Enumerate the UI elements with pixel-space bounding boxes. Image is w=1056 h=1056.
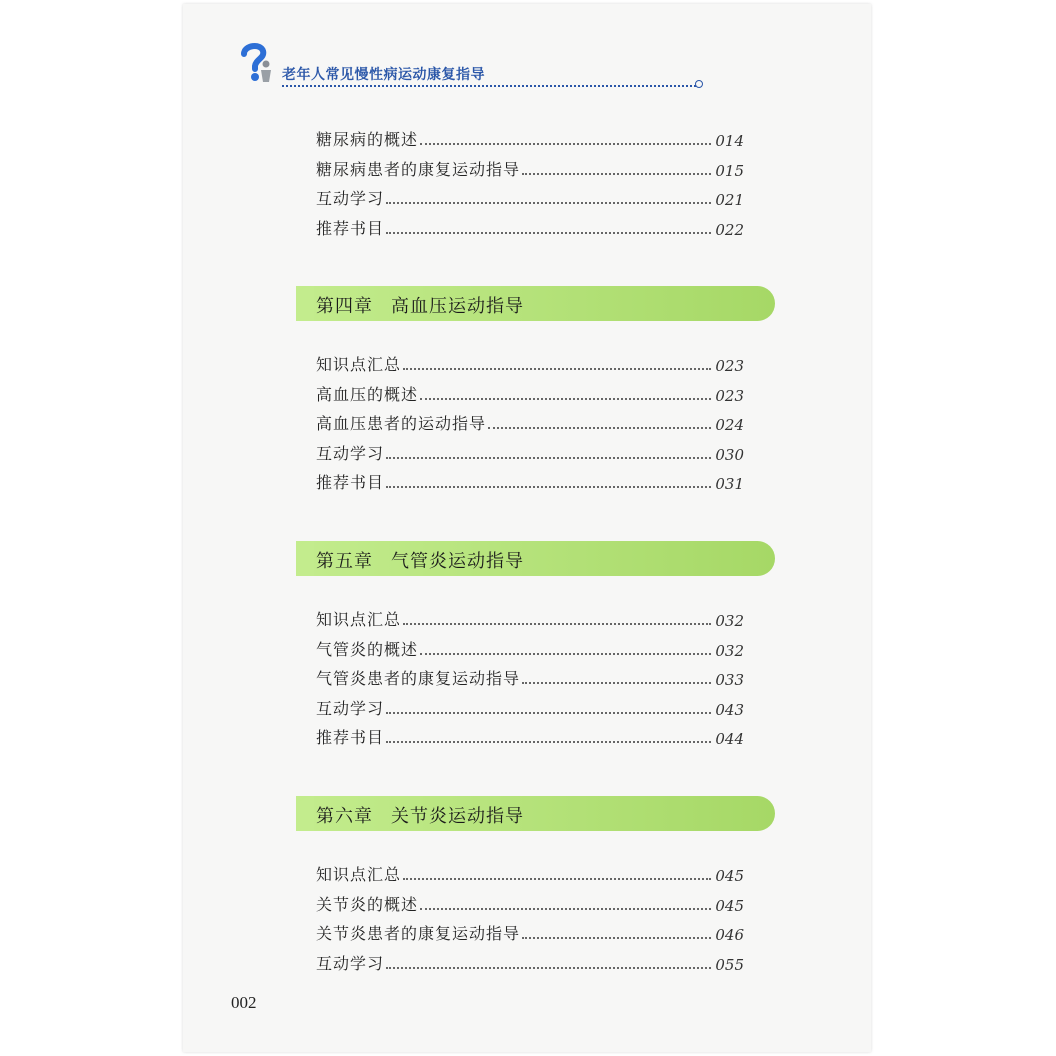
toc-entry-page: 022 [715,220,744,239]
leader-dots [386,232,711,234]
toc-entry-page: 030 [715,445,744,464]
toc-entry[interactable] [316,856,744,885]
toc-entry-label: 推荐书目 [316,472,385,492]
header-rule-end-dot [695,80,703,88]
toc-entry-label: 糖尿病患者的康复运动指导 [316,159,521,179]
leader-dots [403,368,711,370]
leader-dots [488,427,711,429]
toc-entry-page: 023 [715,386,744,405]
leader-dots [420,908,711,910]
chapter-number: 第六章 [316,806,373,827]
toc-entry[interactable] [316,434,744,463]
leader-dots [420,143,711,145]
toc-section-chapter-5 [316,601,744,748]
toc-entry-page: 044 [715,729,744,748]
toc-entry[interactable] [316,689,744,718]
toc-entry-label: 关节炎患者的康复运动指导 [316,924,521,944]
toc-entry-label: 互动学习 [316,443,385,463]
toc-entry-page: 045 [715,896,744,915]
toc-entry-label: 气管炎的概述 [316,639,419,659]
toc-entry[interactable] [316,375,744,404]
toc-section-chapter-4 [316,346,744,493]
toc-entry[interactable] [316,180,744,209]
toc-entry-page: 032 [715,641,744,660]
leader-dots [420,653,711,655]
book-page [183,4,871,1052]
toc-entry-page: 033 [715,671,744,690]
leader-dots [522,682,711,684]
leader-dots [386,741,711,743]
toc-entry-label: 糖尿病的概述 [316,130,419,150]
page-number: 002 [231,993,257,1012]
leader-dots [403,878,711,880]
toc-entry-label: 关节炎的概述 [316,894,419,914]
toc-entry[interactable] [316,601,744,630]
chapter-heading-bar[interactable] [296,286,775,321]
toc-entry-page: 014 [715,132,744,151]
header-dotted-rule [282,85,696,87]
leader-dots [386,202,711,204]
leader-dots [522,937,711,939]
leader-dots [522,173,711,175]
toc-entry[interactable] [316,915,744,944]
toc-entry-label: 气管炎患者的康复运动指导 [316,669,521,689]
toc-entry[interactable] [316,719,744,748]
running-header [239,42,709,92]
leader-dots [386,457,711,459]
toc-entry[interactable] [316,944,744,973]
toc-entry-label: 高血压患者的运动指导 [316,414,487,434]
chapter-heading [316,802,524,828]
leader-dots [386,486,711,488]
toc-entry[interactable] [316,209,744,238]
toc-entry[interactable] [316,346,744,375]
chapter-title: 高血压运动指导 [391,296,524,317]
toc-entry-page: 024 [715,416,744,435]
toc-entry[interactable] [316,885,744,914]
toc-entry[interactable] [316,630,744,659]
toc-entry-page: 032 [715,612,744,631]
toc-entry-page: 031 [715,474,744,493]
toc-entry[interactable] [316,660,744,689]
toc-entry-label: 推荐书目 [316,218,385,238]
chapter-title: 气管炎运动指导 [391,551,524,572]
toc-section-chapter-6 [316,856,744,974]
chapter-heading [316,292,524,318]
chapter-number: 第四章 [316,296,373,317]
leader-dots [420,398,711,400]
leader-dots [386,967,711,969]
chapter-title: 关节炎运动指导 [391,806,524,827]
toc-entry-label: 互动学习 [316,189,385,209]
chapter-heading-bar[interactable] [296,796,775,831]
toc-entry-page: 023 [715,357,744,376]
toc-entry[interactable] [316,464,744,493]
book-title: 老年人常见慢性病运动康复指导 [282,67,485,83]
toc-entry-label: 知识点汇总 [316,355,402,375]
toc-entry-label: 知识点汇总 [316,865,402,885]
toc-entry-label: 知识点汇总 [316,610,402,630]
question-mark-figure-icon [239,42,275,84]
toc-entry-page: 043 [715,700,744,719]
toc-entry-page: 021 [715,191,744,210]
toc-entry[interactable] [316,405,744,434]
toc-entry-page: 045 [715,867,744,886]
chapter-heading [316,547,524,573]
toc-entry[interactable] [316,121,744,150]
toc-entry-page: 046 [715,926,744,945]
toc-entry-page: 015 [715,161,744,180]
toc-entry-label: 高血压的概述 [316,384,419,404]
toc-entry[interactable] [316,150,744,179]
toc-entry-label: 推荐书目 [316,727,385,747]
toc-section-continued [316,121,744,239]
leader-dots [386,712,711,714]
leader-dots [403,623,711,625]
toc-entry-page: 055 [715,955,744,974]
chapter-number: 第五章 [316,551,373,572]
toc-entry-label: 互动学习 [316,953,385,973]
chapter-heading-bar[interactable] [296,541,775,576]
toc-entry-label: 互动学习 [316,698,385,718]
